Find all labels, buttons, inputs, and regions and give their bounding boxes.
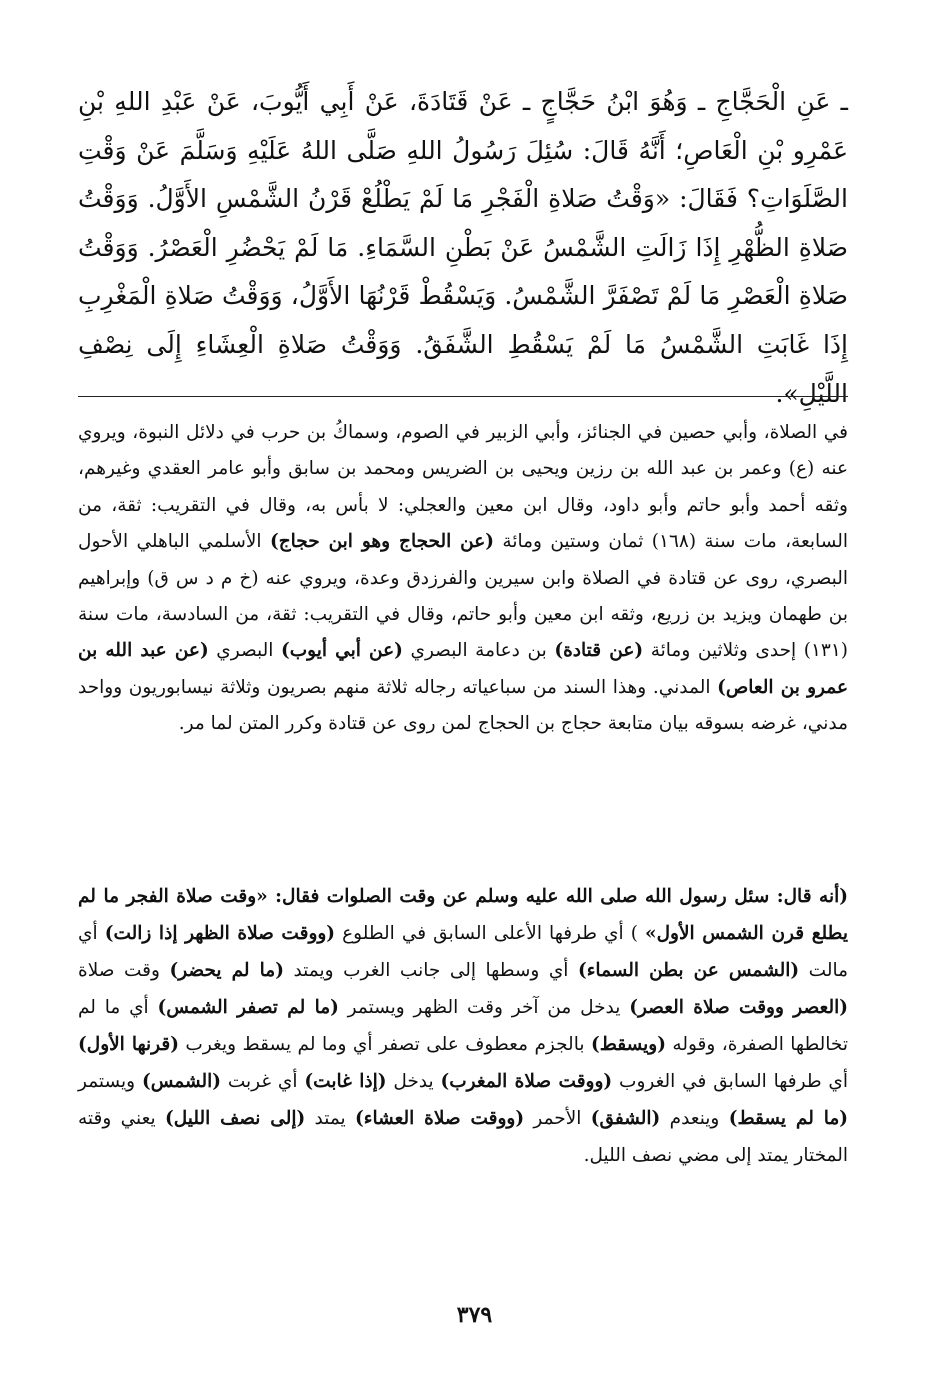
commentary-text: ) أي طرفها الأعلى السابق في الطلوع [335,923,646,944]
commentary-bold-phrase: (إلى نصف الليل) [164,1108,306,1129]
commentary-bold-phrase: (ما لم تصفر الشمس) [157,997,339,1018]
notes-text: بن دعامة البصري [402,640,555,662]
commentary-text: أي مالت [78,923,849,981]
commentary-text: أي غربت [221,1071,305,1092]
commentary-bold-phrase: (الشفق) [590,1108,661,1129]
commentary-text: يعني وقته المختار يمتد إلى مضي نصف الليل. [78,1108,848,1166]
notes-bold-phrase: (عن الحجاج وهو ابن حجاج) [269,531,495,553]
commentary-bold-phrase: (ما لم يسقط) [728,1108,848,1129]
commentary-text: وقت صلاة [78,960,170,981]
commentary-bold-phrase: (العصر ووقت صلاة العصر) [629,997,848,1018]
commentary-text: يدخل [386,1071,441,1092]
commentary-text: يمتد [305,1108,355,1129]
commentary-bold-phrase: (الشمس عن بطن السماء) [577,960,800,981]
commentary-text: وينعدم [660,1108,729,1129]
page-number: ٣٧٩ [456,1302,493,1328]
commentary-bold-phrase: (ووقت صلاة المغرب) [440,1071,613,1092]
notes-text: الأسلمي الباهلي الأحول البصري، روى عن قتادة في الصلاة وابن سيرين والفرزدق وعدة، ويروي عنه (خ م د س ق) وإبراهيم بن طهمان ويزيد بن زريع، وثقه ابن معين وأبو حاتم، وقال في التقريب: ثقة، من السادسة، مات سنة (١٣١) إحدى وثلاثين ومائة [78,531,848,662]
commentary-bold-phrase: (ويسقط) [590,1034,666,1055]
commentary-text: ويستمر [78,1071,142,1092]
hadith-text [78,78,848,418]
notes-bold-phrase: (عن أبي أيوب) [281,640,403,662]
commentary-paragraph [78,878,848,1174]
notes-text: البصري [208,640,281,662]
commentary-text: أي ما لم تخالطها الصفرة، وقوله [78,997,848,1055]
commentary-text: أي وسطها إلى جانب الغرب ويمتد [283,960,578,981]
commentary-bold-phrase: (ووقت صلاة العشاء) [355,1108,525,1129]
commentary-bold-phrase: (أنه قال: سئل رسول الله صلى الله عليه وسلم عن وقت الصلوات فقال: «وقت صلاة الفجر ما لم يطلع قرن الشمس الأول» [78,886,848,944]
commentary-text: أي طرفها السابق في الغروب [612,1071,849,1092]
hadith-paragraph: ـ عَنِ الْحَجَّاجِ ـ وَهُوَ ابْنُ حَجَّاجٍ ـ عَنْ قَتَادَةَ، عَنْ أَبِي أَيُّوبَ، عَنْ عَبْدِ اللهِ بْنِ عَمْرِو بْنِ الْعَاصِ؛ أَنَّهُ قَالَ: سُئِلَ رَسُولُ اللهِ صَلَّى اللهُ عَلَيْهِ وَسَلَّمَ عَنْ وَقْتِ الصَّلَوَاتِ؟ فَقَالَ: «وَقْتُ صَلاةِ الْفَجْرِ مَا لَمْ يَطْلُعْ قَرْنُ الشَّمْسِ الأَوَّلُ. وَوَقْتُ صَلاةِ الظُّهْرِ إِذَا زَالَتِ الشَّمْسُ عَنْ بَطْنِ السَّمَاءِ. مَا لَمْ يَحْضُرِ الْعَصْرُ. وَوَقْتُ صَلاةِ الْعَصْرِ مَا لَمْ تَصْفَرَّ الشَّمْسُ. وَيَسْقُطْ قَرْنُهَا الأَوَّلُ، وَوَقْتُ صَلاةِ الْمَغْرِبِ إِذَا غَابَتِ الشَّمْسُ مَا لَمْ يَسْقُطِ الشَّفَقُ. وَوَقْتُ صَلاةِ الْعِشَاءِ إِلَى نِصْفِ اللَّيْلِ». [78,87,848,408]
notes-bold-phrase: (عن قتادة) [554,640,644,662]
commentary-text: يدخل من آخر وقت الظهر ويستمر [338,997,630,1018]
notes-text: المدني. وهذا السند من سباعياته رجاله ثلاثة منهم بصريون وثلاثة نيسابوريون وواحد مدني، غرضه بسوقه بيان متابعة حجاج بن الحجاج لمن روى عن قتادة وكرر المتن لما مر. [78,676,848,735]
commentary-text: الأحمر [524,1108,591,1129]
notes-bold-phrase: (عن عبد الله بن عمرو بن العاص) [78,640,848,698]
footnote-divider [78,396,848,397]
commentary-bold-phrase: (ما لم يحضر) [169,960,284,981]
commentary-bold-phrase: (ووقت صلاة الظهر إذا زالت) [104,923,336,944]
commentary-bold-phrase: (قرنها الأول) [78,1034,179,1055]
hadith-block [78,78,848,418]
commentary-bold-phrase: (إذا غابت) [304,1071,387,1092]
commentary-bold-phrase: (الشمس) [141,1071,222,1092]
narrator-notes [78,415,848,743]
notes-text: في الصلاة، وأبي حصين في الجنائز، وأبي الزبير في الصوم، وسماكُ بن حرب في دلائل النبوة، ويروي عنه (ع) وعمر بن عبد الله بن رزين ويحيى بن الضريس ومحمد بن سابق وأبو عامر العقدي وغيرهم، وثقه أحمد وأبو حاتم وأبو داود، وقال ابن معين والعجلي: لا بأس به، وقال في التقريب: ثقة، من السابعة، مات سنة (١٦٨) ثمان وستين ومائة [78,422,848,553]
commentary-block [78,878,848,1174]
commentary-text: بالجزم معطوف على تصفر أي وما لم يسقط ويغرب [178,1034,591,1055]
notes-paragraph [78,415,848,743]
